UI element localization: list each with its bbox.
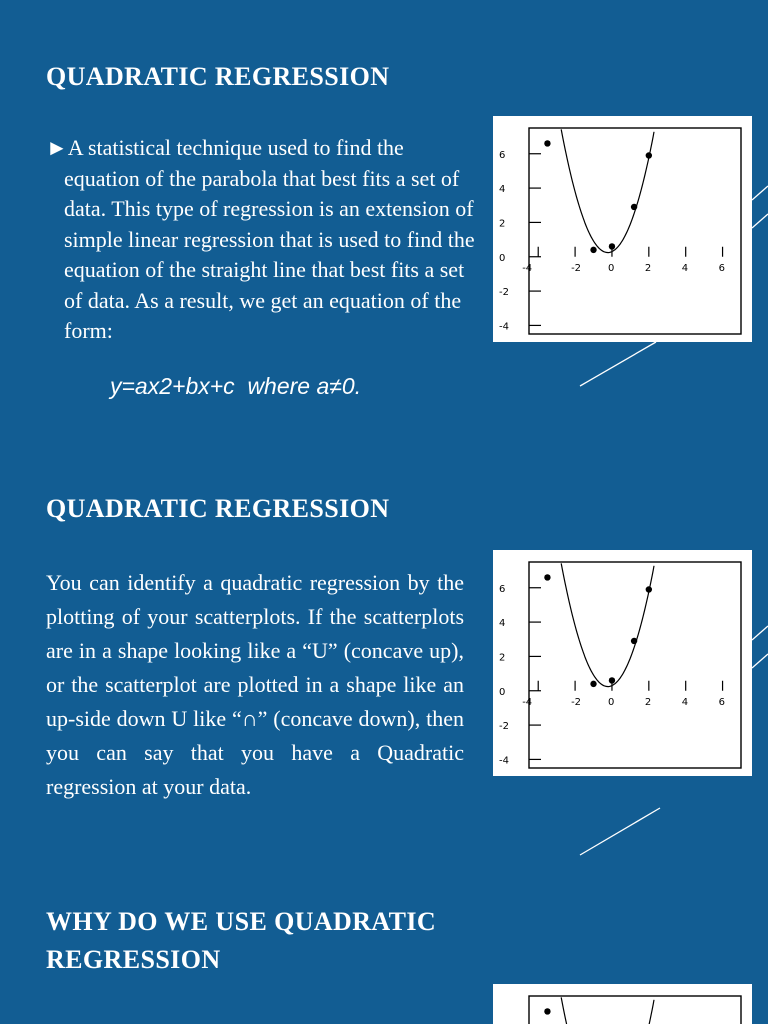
x-tick-label: -2 — [571, 262, 582, 274]
fitted-parabola — [561, 997, 654, 1024]
x-tick-label: 2 — [644, 262, 652, 274]
x-tick-label: 4 — [681, 696, 689, 708]
bullet-arrow-icon: ► — [46, 135, 68, 160]
slide-2-title: QUADRATIC REGRESSION — [46, 494, 390, 523]
y-tick-label: 0 — [499, 252, 506, 264]
y-tick-label: -4 — [499, 755, 509, 767]
quadratic-equation: y=ax2+bx+c where a≠0. — [110, 373, 362, 399]
y-tick-label: 6 — [499, 149, 506, 161]
x-tick-label: 2 — [644, 696, 652, 708]
slide-1-body-text: A statistical technique used to find the equation of the parabola that best fits a set of data. This type of regression is an extension of simple linear regression that is used to find the equation of the straight line that best fits a set of data. As a result, we get an equation of the form: — [64, 135, 475, 343]
plot-frame — [529, 996, 741, 1024]
y-tick-label: 4 — [499, 618, 506, 630]
slide-1-title: QUADRATIC REGRESSION — [46, 62, 390, 91]
y-tick-label: -2 — [499, 287, 509, 299]
x-tick-label: -4 — [522, 696, 533, 708]
y-tick-label: -4 — [499, 321, 509, 333]
x-tick-label: 6 — [718, 696, 725, 708]
x-tick-label: -2 — [571, 696, 582, 708]
x-tick-label: 0 — [607, 262, 615, 274]
y-tick-label: 6 — [499, 583, 506, 595]
slide-3-title: WHY DO WE USE QUADRATIC REGRESSION — [46, 907, 437, 974]
y-tick-label: 2 — [499, 652, 506, 664]
data-point — [544, 1008, 550, 1014]
x-tick-label: 0 — [607, 696, 615, 708]
y-tick-label: 4 — [499, 184, 506, 196]
y-tick-label: 0 — [499, 686, 506, 698]
x-tick-label: -4 — [522, 262, 533, 274]
slide-2-body: You can identify a quadratic regression by the plotting of your scatterplots. If the scatterplots are in a shape looking like a “U” (concave up), or the scatterplot are plotted in a shape like an up-side down U like “∩” (concave down), then you can say that you have a Quadratic regression at your data. — [46, 570, 464, 799]
scatter-chart-3 — [493, 984, 752, 1024]
y-tick-label: 2 — [499, 218, 506, 230]
x-tick-label: 4 — [681, 262, 689, 274]
x-tick-label: 6 — [718, 262, 725, 274]
y-tick-label: -2 — [499, 721, 509, 733]
